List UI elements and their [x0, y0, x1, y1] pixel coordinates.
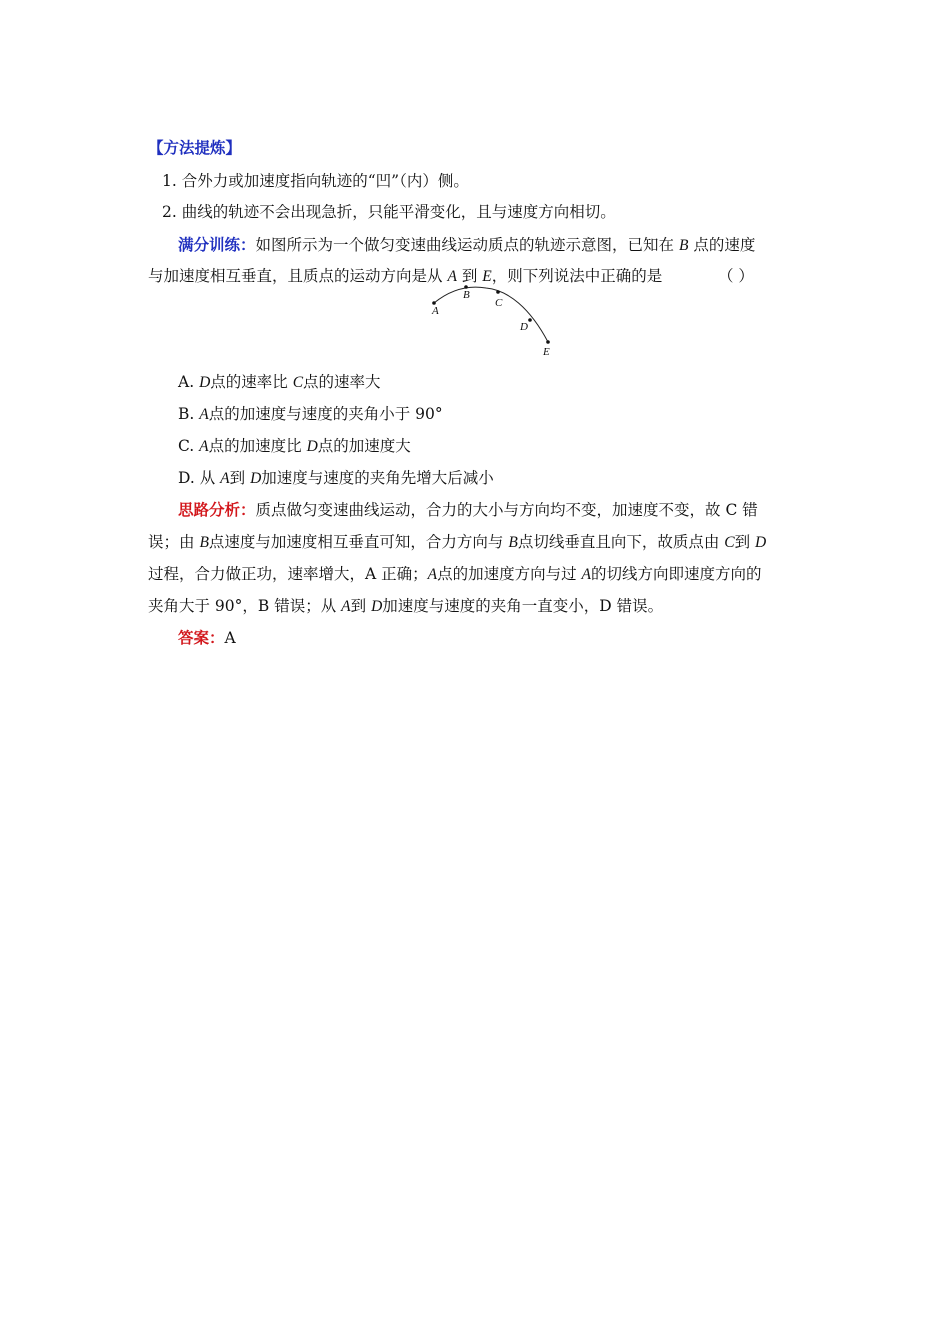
point-d — [528, 318, 532, 322]
option-d: D. 从 A到 D加速度与速度的夹角先增大后减小 — [178, 469, 494, 487]
method-item-1: 1. 合外力或加速度指向轨迹的“凹”（内）侧。 — [162, 172, 469, 190]
option-c: C. A点的加速度比 D点的加速度大 — [178, 437, 411, 455]
answer-line — [178, 628, 236, 648]
answer-label: 答案： — [178, 628, 225, 647]
method-heading: 【方法提炼】 — [148, 138, 242, 157]
option-b: B. A点的加速度与速度的夹角小于 90° — [178, 405, 443, 423]
label-c: C — [495, 297, 503, 309]
answer-paren: （ ） — [718, 267, 754, 285]
analysis-line-3: 过程，合力做正功，速率增大，A 正确；A点的加速度方向与过 A的切线方向即速度方向的 — [148, 565, 762, 583]
problem-label: 满分训练： — [178, 235, 256, 254]
analysis-label: 思路分析： — [178, 500, 256, 519]
trajectory-figure — [420, 280, 560, 360]
trajectory-curve — [434, 287, 548, 342]
answer-value: A — [224, 629, 236, 647]
point-e — [546, 340, 550, 344]
point-c — [496, 290, 500, 294]
problem-line-1: 满分训练：如图所示为一个做匀变速曲线运动质点的轨迹示意图，已知在 B 点的速度 — [178, 235, 756, 254]
analysis-line-4: 夹角大于 90°，B 错误；从 A到 D加速度与速度的夹角一直变小，D 错误。 — [148, 597, 664, 615]
analysis-line-2: 误；由 B点速度与加速度相互垂直可知，合力方向与 B点切线垂直且向下，故质点由 C到 D — [148, 533, 767, 551]
label-a: A — [432, 305, 439, 317]
method-item-2: 2. 曲线的轨迹不会出现急折，只能平滑变化，且与速度方向相切。 — [162, 203, 616, 221]
label-e: E — [543, 346, 550, 358]
label-d: D — [520, 321, 528, 333]
option-a: A. D点的速率比 C点的速率大 — [178, 373, 381, 391]
problem-line-2: 与加速度相互垂直，且质点的运动方向是从 A 到 E，则下列说法中正确的是 — [148, 267, 663, 285]
label-b: B — [463, 289, 470, 301]
analysis-line-1: 思路分析：质点做匀变速曲线运动，合力的大小与方向均不变，加速度不变，故 C 错 — [178, 500, 758, 519]
